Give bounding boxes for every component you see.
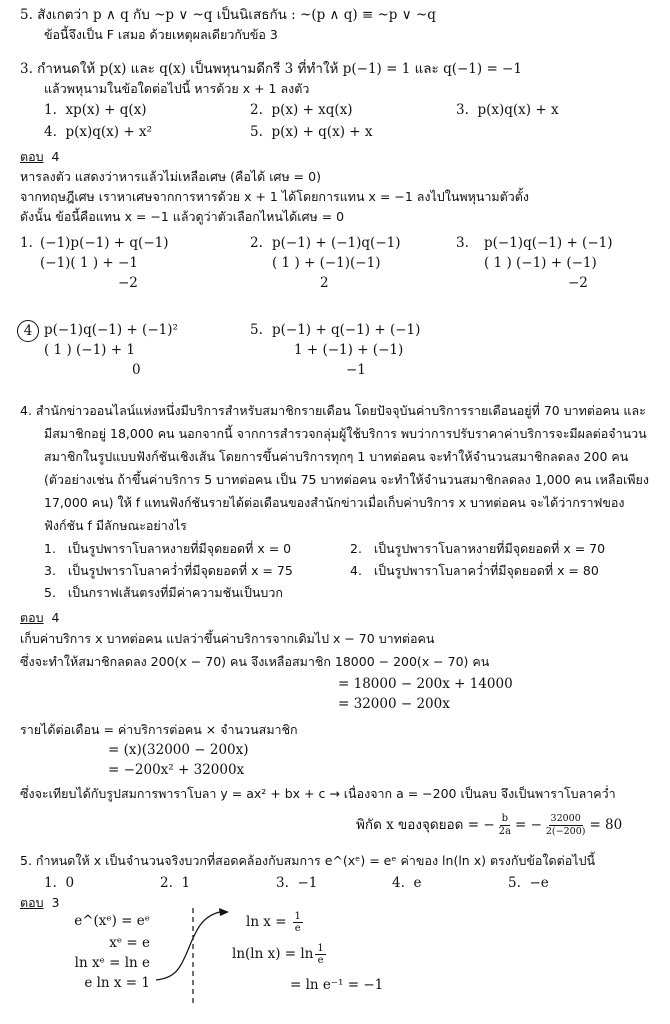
q5-question: 5. กำหนดให้ x เป็นจำนวนจริงบวกที่สอดคล้องกับสมการ e^(xᵉ) = eᵉ ค่าของ ln(ln x) ตรงกับข้อใดต่อไปนี้ [20,853,596,868]
q3-choice-1: 1. xp(x) + q(x) [44,102,147,118]
q5-choice-3: 3. −1 [276,875,318,891]
q4-explanation-4: = 32000 − 200x [338,696,450,712]
work-2-line1: p(−1) + (−1)q(−1) [272,235,401,251]
q5-left-step-4: e ln x = 1 [84,975,150,991]
q4-revenue-1: รายได้ต่อเดือน = ค่าบริการต่อคน × จำนวนสมาชิก [20,722,298,737]
q4-choice-4: 4. เป็นรูปพาราโบลาคว่ำที่มีจุดยอดที่ x = 80 [350,563,599,578]
q3-question-line1: 3. กำหนดให้ p(x) และ q(x) เป็นพหุนามดีกรี 3 ที่ทำให้ p(−1) = 1 และ q(−1) = −1 [20,61,522,77]
answer-label: ตอบ [20,610,44,625]
q5-right-step-3: = ln e⁻¹ = −1 [290,977,384,993]
q4-revenue-3: = −200x² + 32000x [108,762,245,778]
q4-explanation-2: ซึ่งจะทำให้สมาชิกลดลง 200(x − 70) คน จึงเหลือสมาชิก 18000 − 200(x − 70) คน [20,654,490,669]
fraction-1-e-2: 1 e [317,942,324,966]
q5-choice-4: 4. e [392,875,422,891]
q5-choice-2: 2. 1 [160,875,191,891]
q3-explanation-3: ดังนั้น ข้อนี้คือแทน x = −1 แล้วดูว่าตัวเลือกไหนได้เศษ = 0 [20,209,345,224]
work-5-line1: p(−1) + q(−1) + (−1) [272,322,421,338]
q5-choice-1: 1. 0 [44,875,75,891]
q3-choice-5: 5. p(x) + q(x) + x [250,124,373,140]
curve-arrow-line [156,912,220,980]
work-3-line2: ( 1 ) (−1) + (−1) [484,255,597,271]
q5-right-step-1: ln x = $\frac{1}{e}$ [246,910,301,934]
work-1-num: 1. [20,235,33,251]
q4-choice-5: 5. เป็นกราฟเส้นตรงที่มีค่าความชันเป็นบวก [44,585,283,600]
work-2-line3: 2 [320,275,329,291]
q4-explanation-1: เก็บค่าบริการ x บาทต่อคน แปลว่าขึ้นค่าบริการจากเดิมไป x − 70 บาทต่อคน [20,631,435,646]
q4-choice-1: 1. เป็นรูปพาราโบลาหงายที่มีจุดยอดที่ x = 0 [44,541,292,556]
fraction-1-e: $\frac{1}{e}$ [294,910,301,934]
work-5-num: 5. [250,322,263,338]
q4-explanation-3: = 18000 − 200x + 14000 [338,676,513,692]
work-3-num: 3. [456,235,469,251]
q5-top-line2: ข้อนี้จึงเป็น F เสมอ ด้วยเหตุผลเดียวกับข้อ 3 [44,27,278,42]
work-5-line3: −1 [346,362,366,378]
q4-question-line6: ฟังก์ชัน f มีลักษณะอย่างไร [44,518,187,533]
work-4-line2: ( 1 ) (−1) + 1 [44,342,135,358]
q3-answer: ตอบ 4 [20,149,60,164]
work-1-line1: (−1)p(−1) + q(−1) [40,235,169,251]
fraction-b-2a: $\frac{b}{2a}$ [498,812,511,837]
q4-choice-2: 2. เป็นรูปพาราโบลาหงายที่มีจุดยอดที่ x = 70 [350,541,606,556]
arrow-head-icon [219,908,229,916]
q3-question-line2: แล้วพหุนามในข้อใดต่อไปนี้ หารด้วย x + 1 ลงตัว [44,81,310,96]
q5-left-step-2: xᵉ = e [109,935,150,951]
q4-conclusion-1: ซึ่งจะเทียบได้กับรูปสมการพาราโบลา y = ax² + bx + c → เนื่องจาก a = −200 เป็นลบ จึงเป็นพาราโบลาคว่ำ [20,786,616,801]
q4-question-line5: 17,000 คน) ให้ f แทนฟังก์ชันรายได้ต่อเดือนของสำนักข่าวเมื่อเก็บค่าบริการ x บาทต่อคน จะได้ว่ากราฟของ [44,495,625,510]
q5-answer: ตอบ 3 [20,895,60,910]
q4-conclusion-2: พิกัด x ของจุดยอด = − $\frac{b}{2a}$ = − $\frac{32000}{2(-200)}$ = 80 [356,812,623,837]
q4-question-line2: มีสมาชิกอยู่ 18,000 คน นอกจากนี้ จากการสำรวจกลุ่มผู้ใช้บริการ พบว่าการปรับราคาค่าบริการจะมีผลต่อจำนวน [44,426,647,441]
fraction-32000: $\frac{32000}{2(-200)}$ [545,812,586,837]
q3-explanation-1: หารลงตัว แสดงว่าหารแล้วไม่เหลือเศษ (คือได้ เศษ = 0) [20,169,321,184]
q4-revenue-2: = (x)(32000 − 200x) [108,742,249,758]
work-3-line1: p(−1)q(−1) + (−1) [484,235,613,251]
work-2-line2: ( 1 ) + (−1)(−1) [272,255,381,271]
q3-choice-4: 4. p(x)q(x) + x² [44,124,152,140]
work-2-num: 2. [250,235,263,251]
q4-choice-3: 3. เป็นรูปพาราโบลาคว่ำที่มีจุดยอดที่ x = 75 [44,563,293,578]
work-1-line2: (−1)( 1 ) + −1 [40,255,138,271]
answer-label: ตอบ [20,149,44,164]
q5-top-line1: 5. สังเกตว่า p ∧ q กับ ~p ∨ ~q เป็นนิเสธกัน : ~(p ∧ q) ≡ ~p ∨ ~q [20,7,436,23]
work-4-line1: p(−1)q(−1) + (−1)² [44,322,178,338]
work-3-line3: −2 [568,275,588,291]
q3-choice-3: 3. p(x)q(x) + x [456,102,559,118]
work-1-line3: −2 [118,275,138,291]
q3-explanation-2: จากทฤษฎีเศษ เราหาเศษจากการหารด้วย x + 1 ได้โดยการแทน x = −1 ลงไปในพหุนามตัวตั้ง [20,189,530,204]
work-5-line2: 1 + (−1) + (−1) [294,342,404,358]
work-4-line3: 0 [132,362,141,378]
answer-label: ตอบ [20,895,44,910]
q5-right-step-2: ln(ln x) = ln 1 e [232,942,324,966]
work-4-num-circled: 4 [17,320,39,342]
q4-question-line1: 4. สำนักข่าวออนไลน์แห่งหนึ่งมีบริการสำหรับสมาชิกรายเดือน โดยปัจจุบันค่าบริการรายเดือนอยู่ที่ 70 บาทต่อคน และ [20,403,646,418]
q4-answer: ตอบ 4 [20,610,60,625]
q4-question-line4: (ตัวอย่างเช่น ถ้าขึ้นค่าบริการ 5 บาทต่อคน เป็น 75 บาทต่อคน จะทำให้จำนวนสมาชิกลดลง 1,000 คน เหลือเพียง [44,472,649,487]
q5-left-step-1: e^(xᵉ) = eᵉ [74,913,150,929]
q3-choice-2: 2. p(x) + xq(x) [250,102,353,118]
q4-question-line3: สมาชิกในรูปแบบฟังก์ชันเชิงเส้น โดยการขึ้นค่าบริการทุกๆ 1 บาทต่อคน จะทำให้จำนวนสมาชิกลดลง 200 คน [44,449,629,464]
q5-left-step-3: ln xᵉ = ln e [74,955,150,971]
q5-choice-5: 5. −e [508,875,549,891]
